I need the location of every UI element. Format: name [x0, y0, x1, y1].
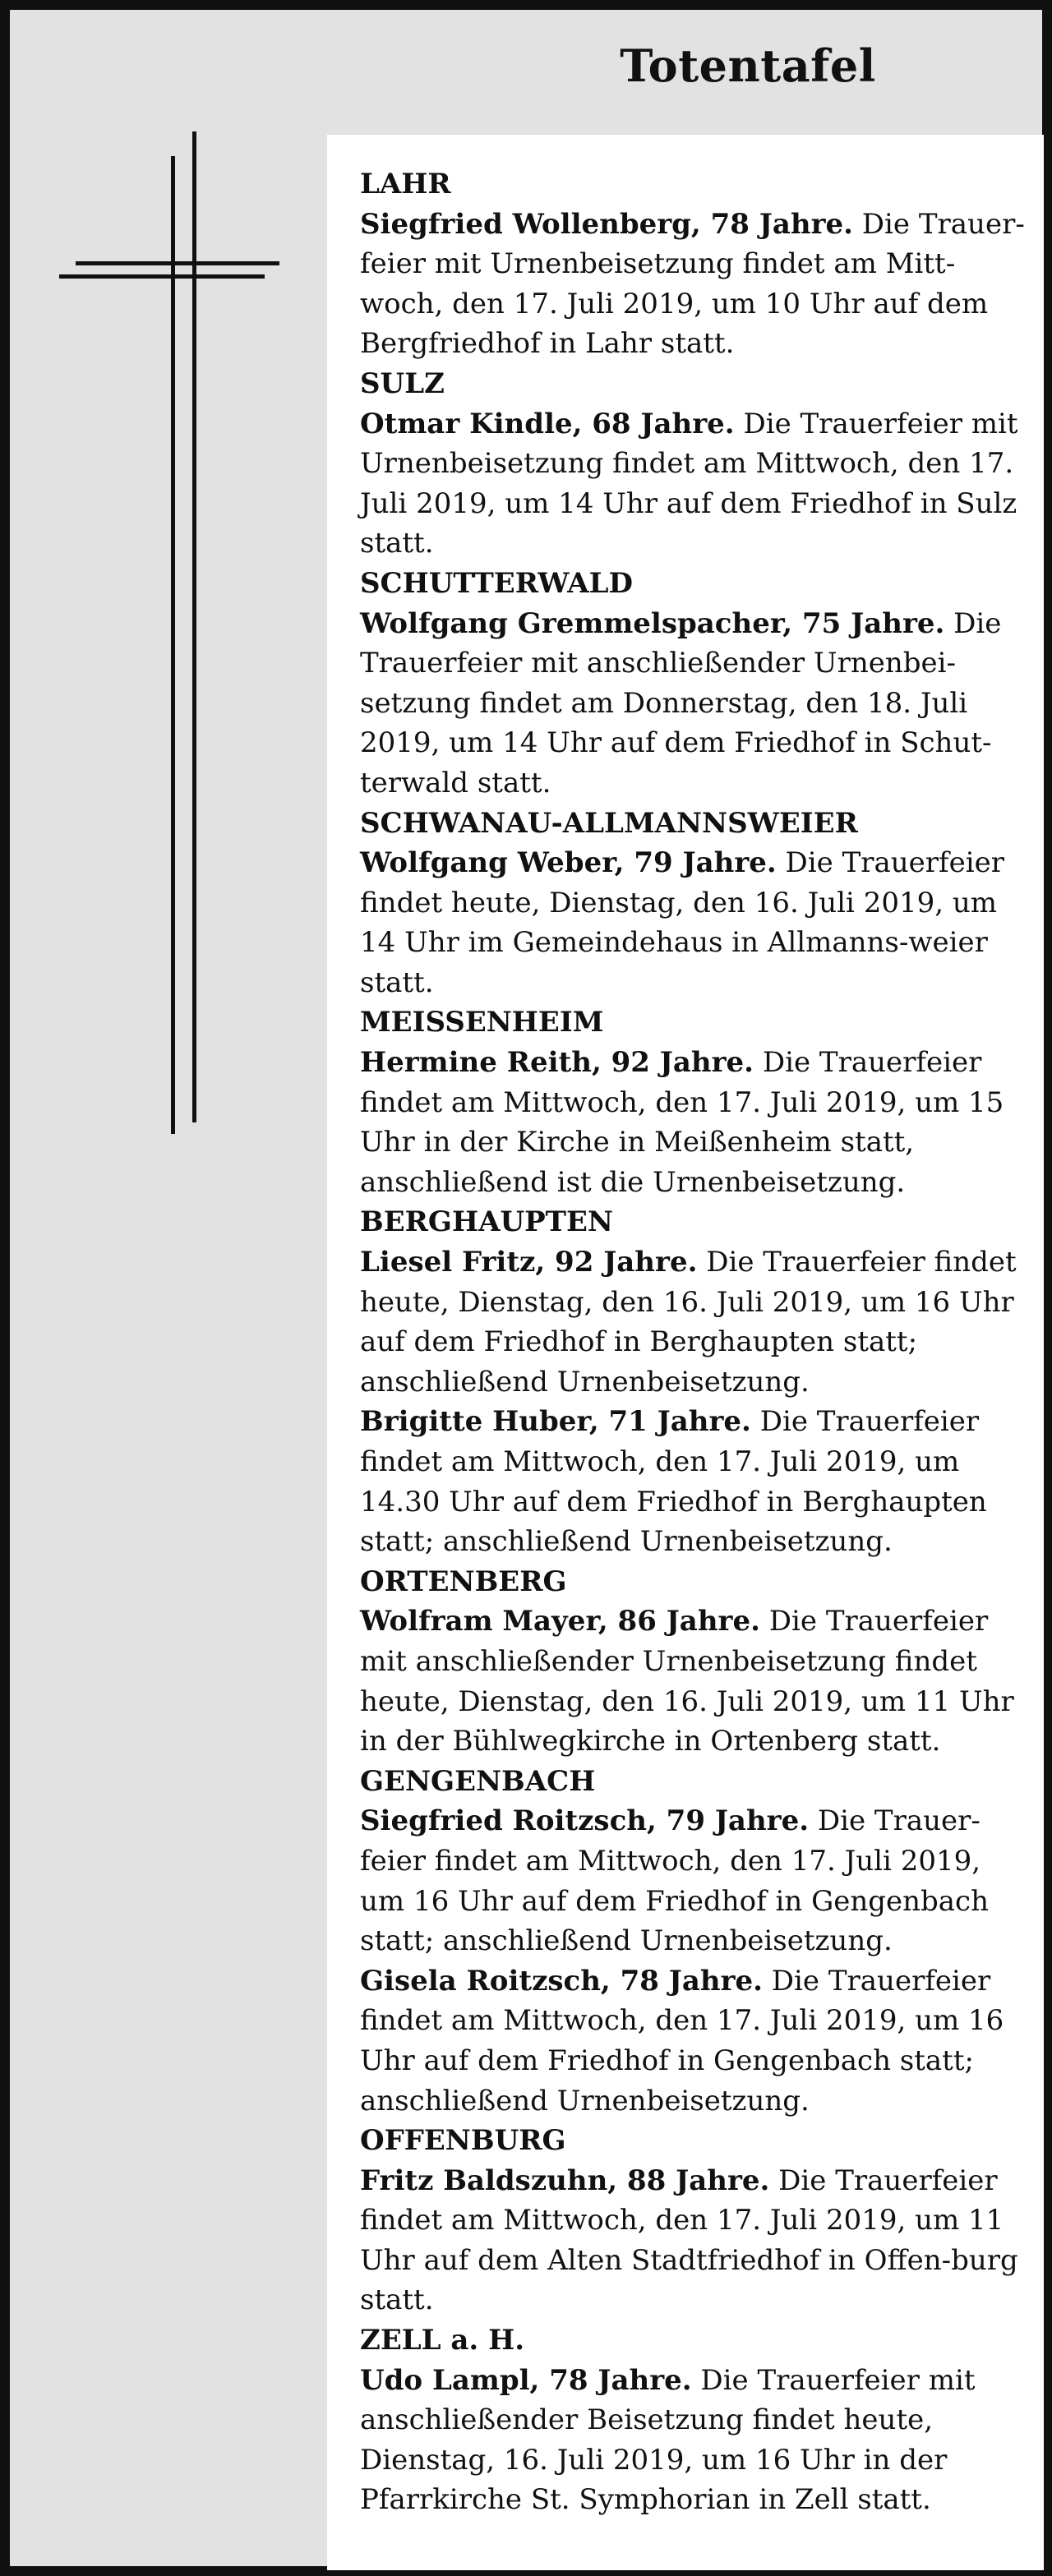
page-title: Totentafel [620, 39, 876, 92]
deceased-name: Hermine Reith, 92 Jahre. [360, 1046, 754, 1080]
deceased-name: Liesel Fritz, 92 Jahre. [360, 1246, 698, 1279]
cross-icon [56, 131, 286, 1142]
section-place-heading: LAHR [360, 168, 451, 200]
deceased-name: Wolfgang Weber, 79 Jahre. [360, 846, 777, 880]
service-details: Die Trauerfeier findet am Mittwoch, den 17. Juli 2019, um 11 Uhr auf dem Alten Stadtfriedhof in Offen-burg statt. [360, 2164, 1018, 2317]
service-details: Die Trauerfeier findet heute, Dienstag, den 16. Juli 2019, um 16 Uhr auf dem Friedhof in Berghaupten statt; anschließend Urnenbeisetzung. [360, 1246, 1017, 1399]
section-place-heading: SCHWANAU-ALLMANNSWEIER [360, 806, 858, 840]
section-place-heading: OFFENBURG [360, 2124, 566, 2158]
service-details: Die Trauerfeier findet am Mittwoch, den 17. Juli 2019, um 16 Uhr auf dem Friedhof in Gengenbach statt; anschließend Urnenbeisetzung. [360, 1964, 1004, 2117]
service-details: Die Trauerfeier mit anschließender Urnenbeisetzung findet heute, Dienstag, den 16. Juli 2019, um 11 Uhr in der Bühlwegkirche in Ortenberg statt. [360, 1605, 1014, 1758]
obituary-entry [360, 1961, 1026, 2121]
section-place-heading: ZELL a. H. [360, 2324, 525, 2357]
obituary-entry [360, 1801, 1026, 1961]
deceased-name: Udo Lampl, 78 Jahre. [360, 2363, 692, 2397]
obituary-entry [360, 1402, 1026, 1561]
deceased-name: Wolfram Mayer, 86 Jahre. [360, 1605, 760, 1638]
service-details: Die Trauerfeier mit Urnenbeisetzung findet am Mittwoch, den 17. Juli 2019, um 14 Uhr auf dem Friedhof in Sulz statt. [360, 407, 1018, 560]
obituary-list [327, 135, 1044, 2570]
deceased-name: Wolfgang Gremmelspacher, 75 Jahre. [360, 606, 945, 640]
service-details: Die Trauerfeier mit anschließender Urnenbei-setzung findet am Donnerstag, den 18. Juli 2019, um 14 Uhr auf dem Friedhof in Schut-terwald statt. [360, 606, 1002, 800]
obituary-entry [360, 1242, 1026, 1402]
obituary-entry [360, 1043, 1026, 1202]
section-place-heading: BERGHAUPTEN [360, 1205, 613, 1239]
deceased-name: Otmar Kindle, 68 Jahre. [360, 407, 735, 440]
deceased-name: Brigitte Huber, 71 Jahre. [360, 1405, 751, 1439]
section-place-heading: GENGENBACH [360, 1764, 596, 1798]
service-details: Die Trauerfeier findet am Mittwoch, den 17. Juli 2019, um 15 Uhr in der Kirche in Meißenheim statt, anschließend ist die Urnenbeisetzung. [360, 1046, 1004, 1199]
service-details: Die Trauer-feier findet am Mittwoch, den 17. Juli 2019, um 16 Uhr auf dem Friedhof in Gengenbach statt; anschließend Urnenbeisetzung. [360, 1804, 989, 1958]
obituary-entry [360, 2161, 1026, 2320]
obituary-entry [360, 205, 1026, 364]
obituary-entry [360, 2361, 1026, 2520]
deceased-name: Siegfried Wollenberg, 78 Jahre. [360, 207, 853, 241]
section-place-heading: ORTENBERG [360, 1564, 567, 1598]
service-details: Die Trauerfeier findet am Mittwoch, den 17. Juli 2019, um 14.30 Uhr auf dem Friedhof in Berghaupten statt; anschließend Urnenbeisetzung. [360, 1405, 987, 1559]
service-details: Die Trauer-feier mit Urnenbeisetzung findet am Mitt-woch, den 17. Juli 2019, um 10 Uhr auf dem Bergfriedhof in Lahr statt. [360, 207, 1025, 361]
service-details: Die Trauerfeier findet heute, Dienstag, den 16. Juli 2019, um 14 Uhr im Gemeindehaus in Allmanns-weier statt. [360, 846, 1005, 999]
obituary-entry [360, 1601, 1026, 1761]
section-place-heading: SCHUTTERWALD [360, 566, 633, 600]
obituary-entry [360, 843, 1026, 1002]
section-place-heading: SULZ [360, 366, 445, 400]
deceased-name: Siegfried Roitzsch, 79 Jahre. [360, 1804, 810, 1838]
section-place-heading: MEISSENHEIM [360, 1006, 604, 1039]
obituary-entry [360, 404, 1026, 564]
service-details: Die Trauerfeier mit anschließender Beisetzung findet heute, Dienstag, 16. Juli 2019, um 16 Uhr in der Pfarrkirche St. Symphorian in Zell statt. [360, 2363, 976, 2517]
deceased-name: Fritz Baldszuhn, 88 Jahre. [360, 2164, 770, 2197]
obituary-entry [360, 604, 1026, 804]
deceased-name: Gisela Roitzsch, 78 Jahre. [360, 1964, 763, 1998]
